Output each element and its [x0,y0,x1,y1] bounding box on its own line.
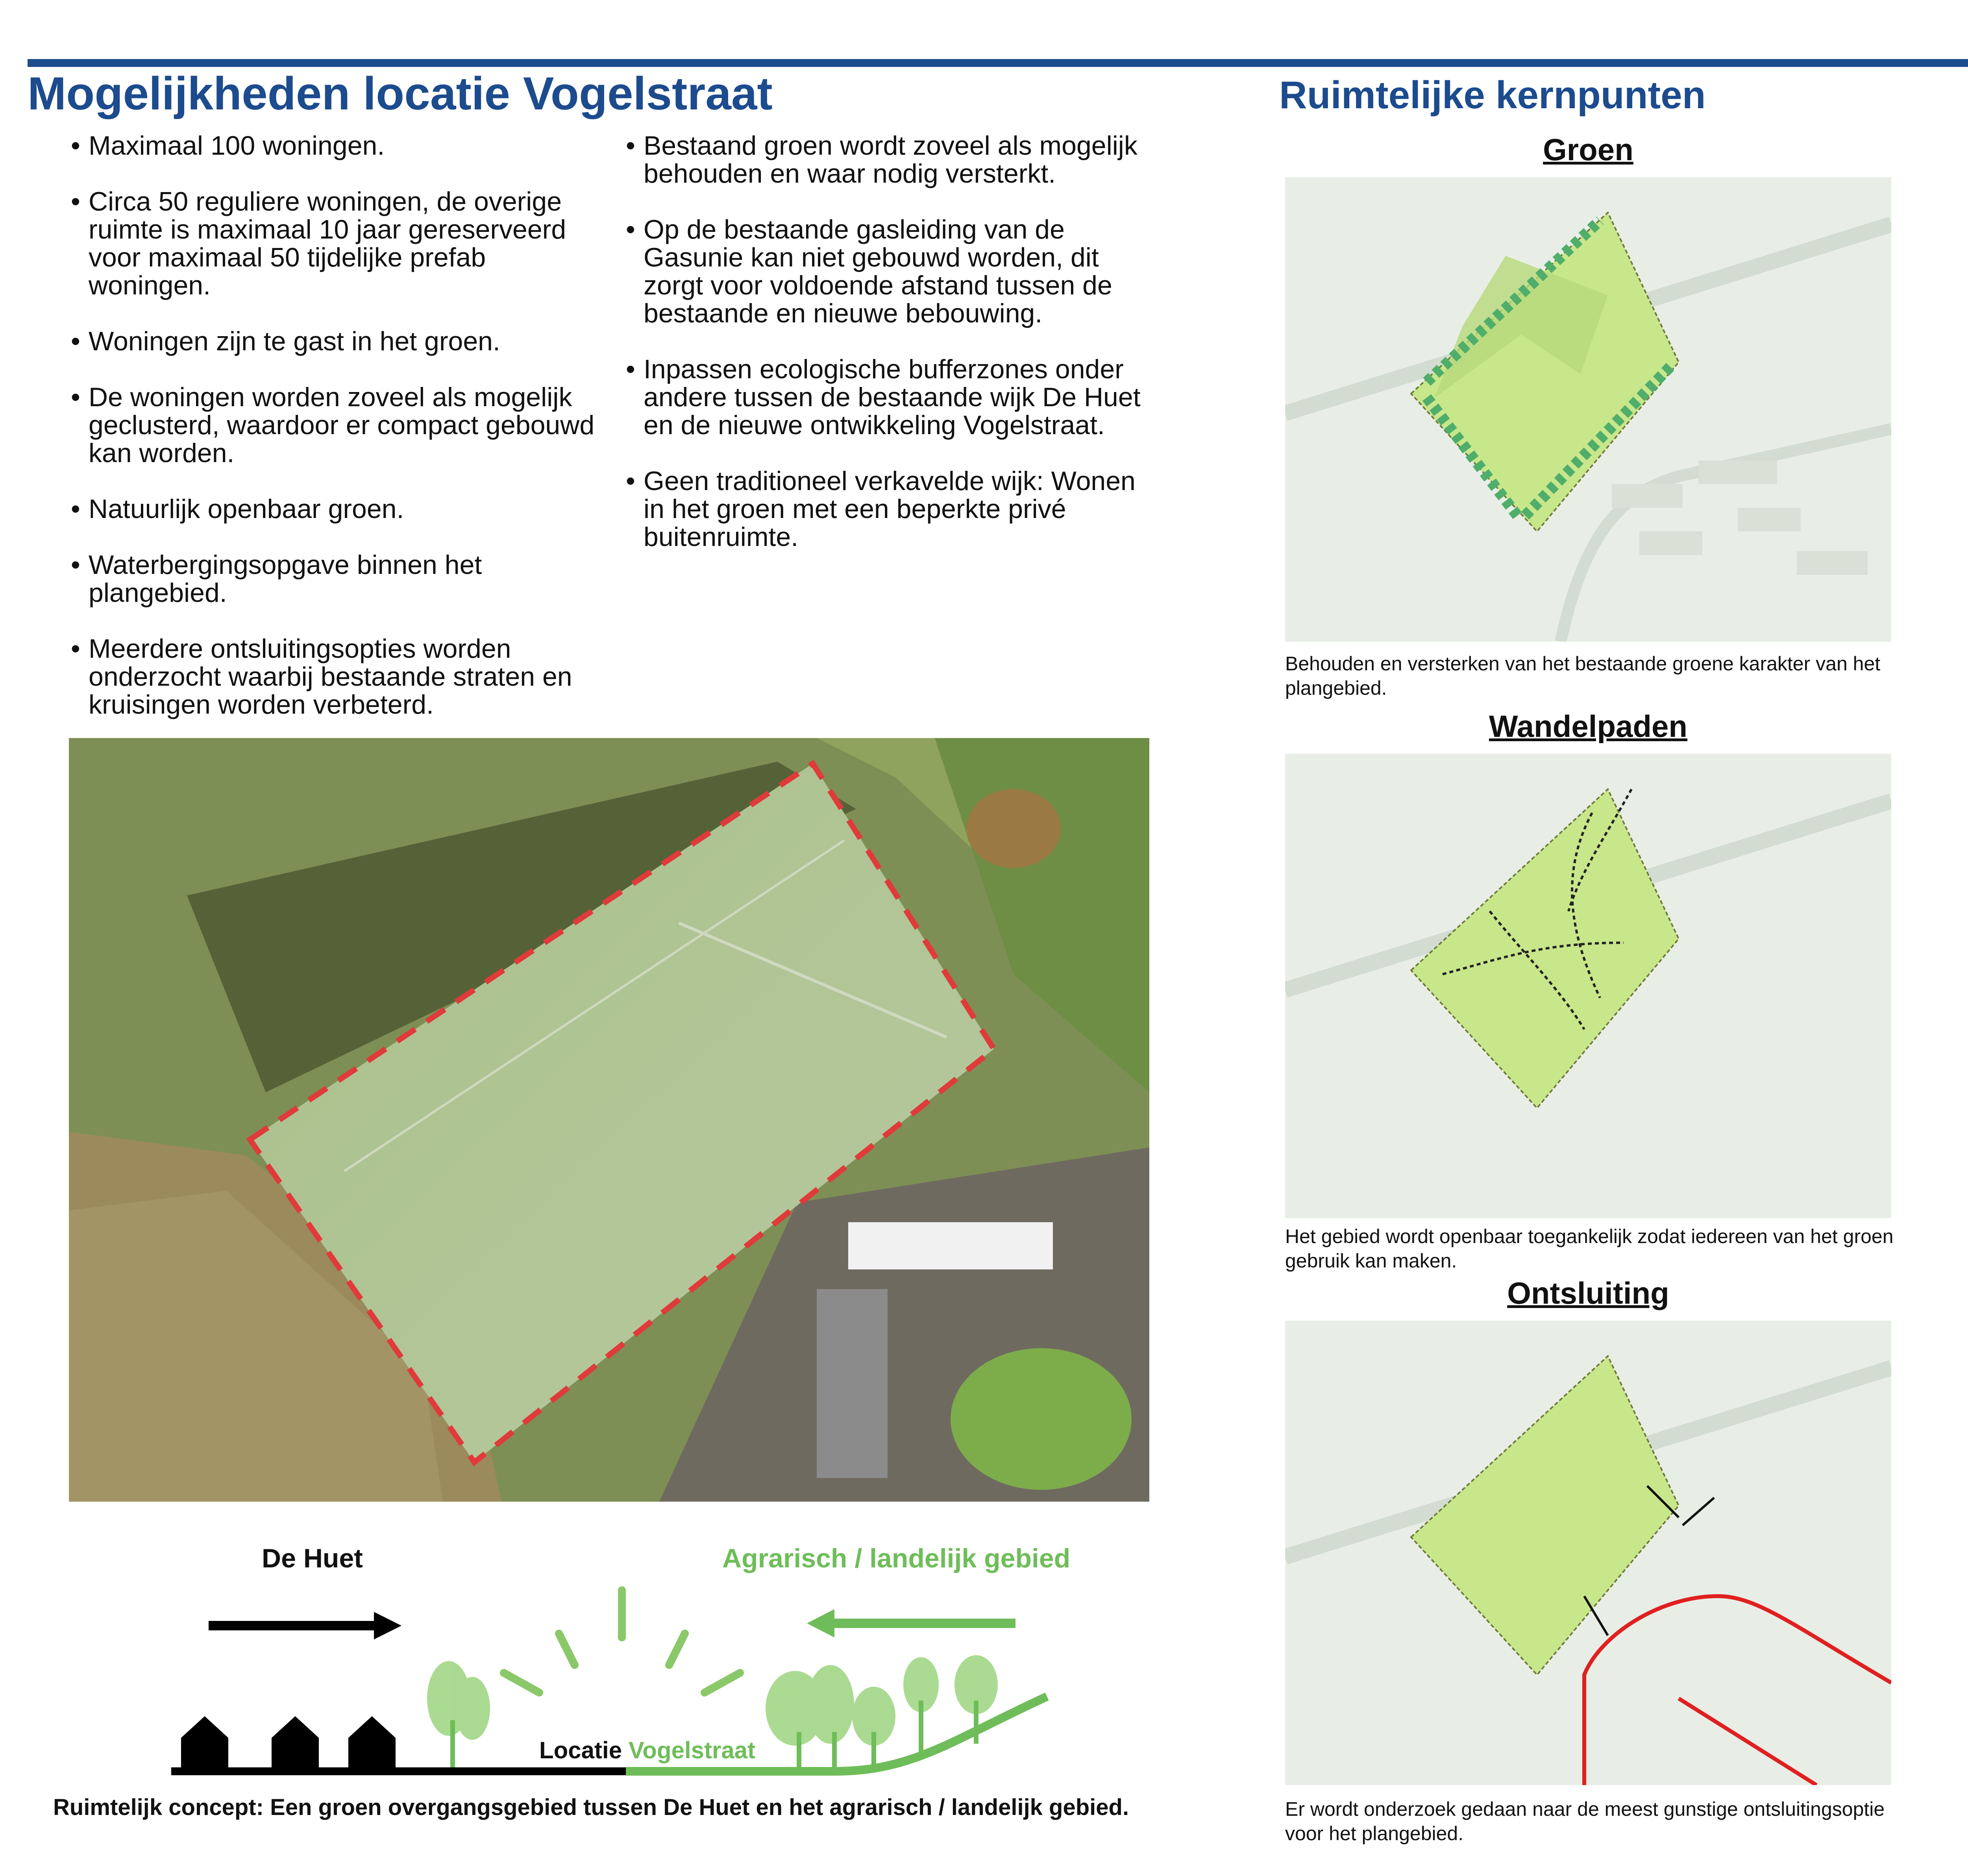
bullet-list-right [622,132,1161,579]
panel-title-wandelpaden: Wandelpaden [1489,709,1688,744]
bullet-item: • Op de bestaande gasleiding van de Gasunie kan niet gebouwd worden, dit zorgt voor voldoende afstand tussen de bestaande en nieuwe bebouwing. [622,216,1161,327]
concept-label-agrarisch: Agrarisch / landelijk gebied [722,1543,1071,1573]
map-ontsluiting [1285,1321,1891,1785]
header-rule [28,59,1968,67]
bullet-item: • De woningen worden zoveel als mogelijk geclusterd, waardoor er compact gebouwd kan worden. [67,383,598,467]
locatie-word: Locatie [539,1737,622,1763]
map-wandelpaden [1285,754,1891,1218]
panel-caption-wandelpaden: Het gebied wordt openbaar toegankelijk zodat iedereen van het groen gebruik kan maken. [1285,1225,1894,1272]
map-groen [1285,177,1891,642]
bullet-item: • Woningen zijn te gast in het groen. [67,327,598,355]
bullet-item: • Waterbergingsopgave binnen het plangebied. [67,551,598,607]
panel-title-ontsluiting: Ontsluiting [1507,1276,1669,1310]
bullet-item: • Natuurlijk openbaar groen. [67,495,598,523]
bullet-item: • Meerdere ontsluitingsopties worden onderzocht waarbij bestaande straten en kruisingen worden verbeterd. [67,635,598,719]
bullet-list-left [67,132,598,747]
bullet-item: • Geen traditioneel verkavelde wijk: Wonen in het groen met een beperkte privé buitenruimte. [622,467,1161,551]
vogelstraat-word: Vogelstraat [628,1737,756,1763]
concept-label-locatie [539,1737,755,1764]
concept-label-de-huet: De Huet [262,1543,363,1573]
concept-caption: Ruimtelijk concept: Een groen overgangsgebied tussen De Huet en het agrarisch / landelijk gebied. [53,1795,1129,1820]
aerial-photo [69,738,1149,1502]
section-title: Ruimtelijke kernpunten [1279,73,1706,117]
bullet-item: • Circa 50 reguliere woningen, de overige ruimte is maximaal 10 jaar gereserveerd voor maximaal 50 tijdelijke prefab woningen. [67,188,598,300]
panel-caption-groen: Behouden en versterken van het bestaande groene karakter van het plangebied. [1285,653,1881,699]
bullet-item: • Bestaand groen wordt zoveel als mogelijk behouden en waar nodig versterkt. [622,132,1161,188]
bullet-item: • Inpassen ecologische bufferzones onder andere tussen de bestaande wijk De Huet en de nieuwe ontwikkeling Vogelstraat. [622,355,1161,439]
panel-caption-ontsluiting: Er wordt onderzoek gedaan naar de meest gunstige ontsluitingsoptie voor het plangebied. [1285,1798,1885,1845]
bullet-item: • Maximaal 100 woningen. [67,132,598,160]
panel-title-groen: Groen [1543,132,1633,167]
page-title: Mogelijkheden locatie Vogelstraat [28,68,773,120]
